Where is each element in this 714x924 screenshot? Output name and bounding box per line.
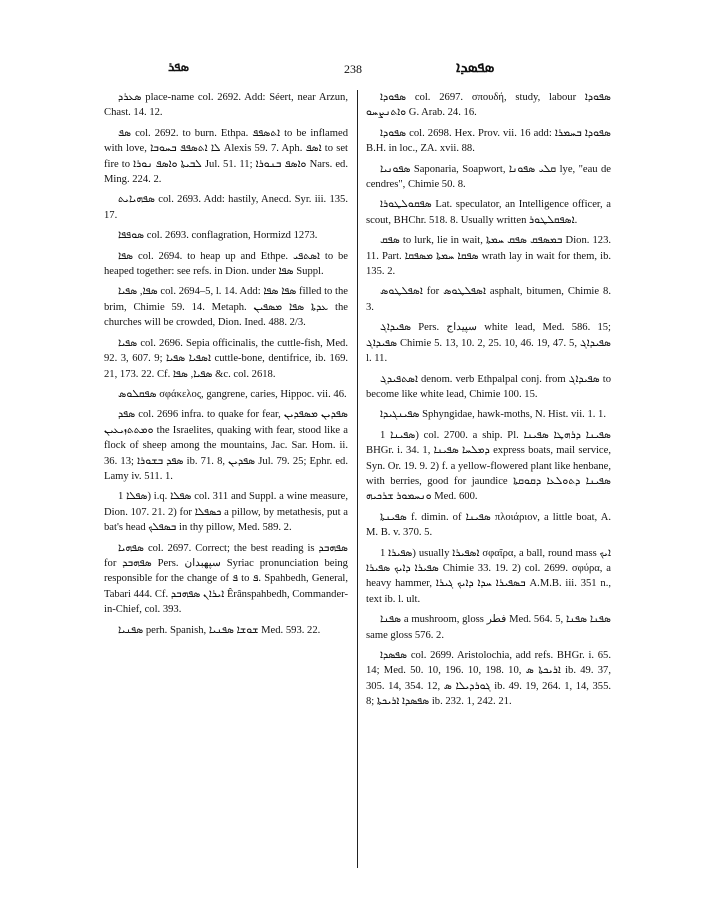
dictionary-entry: ܣܦܝܕܐܓ Pers. سپيداج white lead, Med. 586. 15; ܣܦܝܕܐܓ Chimie 5. 13, 10. 2, 25. 10, 46. 19, 47. 5, ܣܦܝܕܐܓ l. 11. — [366, 322, 611, 365]
dictionary-entry: ܣܦܠܐ 1) i.q. ܣܦܠܐ col. 311 and Suppl. a wine measure, Dion. 107. 21. 2) for ܟܣܦܠܐ a pillow, by metathesis, put a bat's head ܒܣܦܠܟ in thy pillow, Med. 589. 2. — [104, 491, 348, 534]
dictionary-entry: ܣܘܦܦܐ col. 2693. conflagration, Hormizd 1273. — [118, 230, 318, 242]
page-number: 238 — [344, 62, 362, 76]
right-column — [366, 90, 611, 715]
dictionary-entry: ܣܦܢܝܐ perh. Spanish, ܫܘܫܐ ܣܦܢܝܐ Med. 593. 22. — [118, 624, 321, 636]
dictionary-entry: ܣܦ col. 2692. to burn. Ethpa. ܐܬܣܦܦ to be inflamed with love, ܠܐ ܐܬܣܦܦ ܒܚܘܒܐ Alexis 59. 7. Aph. ܐܣܦ to set fire to ܠܒܝܬܐ ܘܐܣܦ ܢܘܪܐ Jul. 51. 11; ܘܐܣܦ ܒܢܘܪܐ Nars. ed. Ming. 224. 2. — [104, 127, 348, 186]
dictionary-entry: ܣܦܘܕܐ col. 2697. σπουδή, study, labour ܣܦܘܕܐ ܘܐܬܢܨܚܘ G. Arab. 24. 16. — [366, 92, 611, 119]
dictionary-entry: ܣܦܕ col. 2696 infra. to quake for fear, ܣܦܕܝܢ ܡܣܦܕܝܢ ܘܡܬܬܙܝܥܝܢ the Israelites, quaking with fear, stood like a flock of sheep among the mountains, Jac. Sar. Hom. ii. 36. 13; ܣܦܕ ܒܫܘܪܐ ib. 71. 8, ܣܦܕܝܢ Jul. 79. 25; Ephr. ed. Lamy iv. 511. 1. — [104, 409, 348, 482]
column-divider — [357, 90, 358, 868]
dictionary-entry: ܣܦܗܝܐ col. 2697. Correct; the best reading is ܣܦܗܒܕ for ܣܦܗܒܕ Pers. سپهبدان Syriac pronunciation being responsible for the change of ܦ to ܦ. Spahbedh, General, Tabari 444. Cf. ܐܝܪܐܢ ܣܦܗܒܕ Êrânspahbedh, Commander-in-Chief, col. 393. — [104, 542, 348, 616]
dictionary-entry: ܣܦܝܐ col. 2696. Sepia officinalis, the cuttle-fish, Med. 92. 3, 607. 9; ܐܣܦܝܐ ܣܦܝܐ cuttle-bone, dentifrice, ib. 169. 21, 173. 22. Cf. ܣܦܝܐ, ܣܦܐ &c. col. 2618. — [104, 337, 349, 380]
dictionary-entry: ܣܦܢܐ a mushroom, gloss فطر Med. 564. 5, ܣܦܢܐ ܣܦܢܐ same gloss 576. 2. — [366, 614, 611, 641]
dictionary-entry: ܣܥܪܕ place-name col. 2692. Add: Séert, near Arzun, Chast. 14. 12. — [104, 92, 348, 119]
dictionary-entry: ܣܦܣܕܐ col. 2699. Aristolochia, add refs. BHGr. i. 65. 14; Med. 50. 10, 196. 10, 198. 10, ܐܪܝܟܬܐ ܣ ib. 49. 37, 305. 14, 354. 12, ܓܘܪܕܝܠܐ ܣ ib. 49. 19, 264. 1, 14, 355. 8; ܣܦܣܕܐ ܐܪܝܟܬܐ ib. 232. 1, 242. 21. — [366, 650, 612, 708]
dictionary-entry: ܣܦܩܠܘܣ σφάκελος, gangrene, caries, Hippoc. vii. 46. — [118, 388, 347, 400]
dictionary-entry: ܣܦܝܢܬܐ f. dimin. of ܣܦܝܢܐ πλοιάριον, a little boat, A. M. B. v. 370. 5. — [366, 511, 611, 539]
dictionary-entry: ܣܦܩܘܠܛܘܪܐ Lat. speculator, an Intelligence officer, a scout, BHChr. 518. 8. Usually written ܐܣܦܩܠܛܘܪ. — [366, 199, 611, 226]
dictionary-entry: ܣܦܗܝܐܝܬ col. 2693. Add: hastily, Anecd. Syr. iii. 135. 17. — [104, 194, 348, 221]
left-column — [104, 90, 348, 643]
dictionary-entry: ܐܣܬܦܝܕܓ denom. verb Ethpalpal conj. from ܣܦܝܕܐܓ to become like white lead, Chimie 100. 15. — [366, 373, 611, 400]
dictionary-entry: ܣܦܝܢܓܝܕܐ Sphyngidae, hawk-moths, N. Hist. vii. 1. 1. — [380, 409, 606, 421]
dictionary-entry: ܣܦܐ col. 2694. to heap up and Ethpe. ܐܣܬܦܝ to be heaped together: see refs. in Dion. under ܣܦܐ Suppl. — [104, 250, 348, 278]
dictionary-entry: ܣܦܝܪܐ 1) usually ܐܣܦܝܪܐ σφαῖρα, a ball, round mass ܐܝܟ ܣܦܝܪܐ ܕܐܝܟ ܣܦܝܪܐ Chimie 33. 19. 2) col. 2699. σφύρα, a heavy hammer, ܒܣܦܝܪܐ ܚܕܐ ܕܐܝܟ ܓܝܪܐ A.M.B. iii. 351 n., text ib. l. ult. — [366, 547, 612, 605]
dictionary-entry: ܣܦܐ, ܣܦܝܐ col. 2694–5, l. 14. Add: ܣܦܐ ܣܦܐ filled to the brim, Chimie 59. 14. Metaph. ܥܕܬܐ ܣܦܐ ܡܣܦܝܢ the churches will be crowded, Dion. Ined. 488. 2/3. — [104, 286, 348, 329]
dictionary-entry: ܣܦܝܢܐ 1) col. 2700. a ship. Pl. ܣܦܝܢܐ ܕܪܗܛܐ ܣܦܝܢܐ BHGr. i. 34. 1, ܕܡܠܚܐ ܣܦܝܢܐ express boats, mail service, Syn. Or. 19. 9. 2) f. a yellow-flowered plant like henbane, with berries, good for jaundice ܣܦܝܢܐ ܕܬܘܠܥܐ ܕܩܘܩܬܐ ܘܢܚܡܘܪ ܫܪܟܝܗ Med. 600. — [366, 429, 612, 503]
left-running-headword: ܣܦܪ — [168, 60, 190, 75]
dictionary-entry: ܣܦܘܢܝܐ Saponaria, Soapwort, ܩܠܝ ܣܦܘܢܐ lye, "eau de cendres", Chimie 50. 8. — [366, 163, 611, 191]
dictionary-entry: ܣܦܘܕܐ col. 2698. Hex. Prov. vii. 16 add: ܣܦܘܕܐ ܒܚܡܪܐ B.H. in loc., ZA. xvii. 88. — [366, 127, 611, 155]
dictionary-entry: ܣܦܩ to lurk, lie in wait, ܒܡܣܦܩ ܣܦܩ ܚܡܬܐ Dion. 123. 11. Part. ܣܦܩܐ ܚܡܬܐ ܡܣܦܩܐ wrath lay in wait for them, ib. 135. 2. — [366, 235, 612, 278]
right-running-headword: ܣܦܣܕܐ — [456, 58, 495, 76]
dictionary-entry: ܐܣܦܠܛܘܣ for ܐܣܦܠܛܘܣ asphalt, bitumen, Chimie 8. 3. — [366, 286, 611, 313]
